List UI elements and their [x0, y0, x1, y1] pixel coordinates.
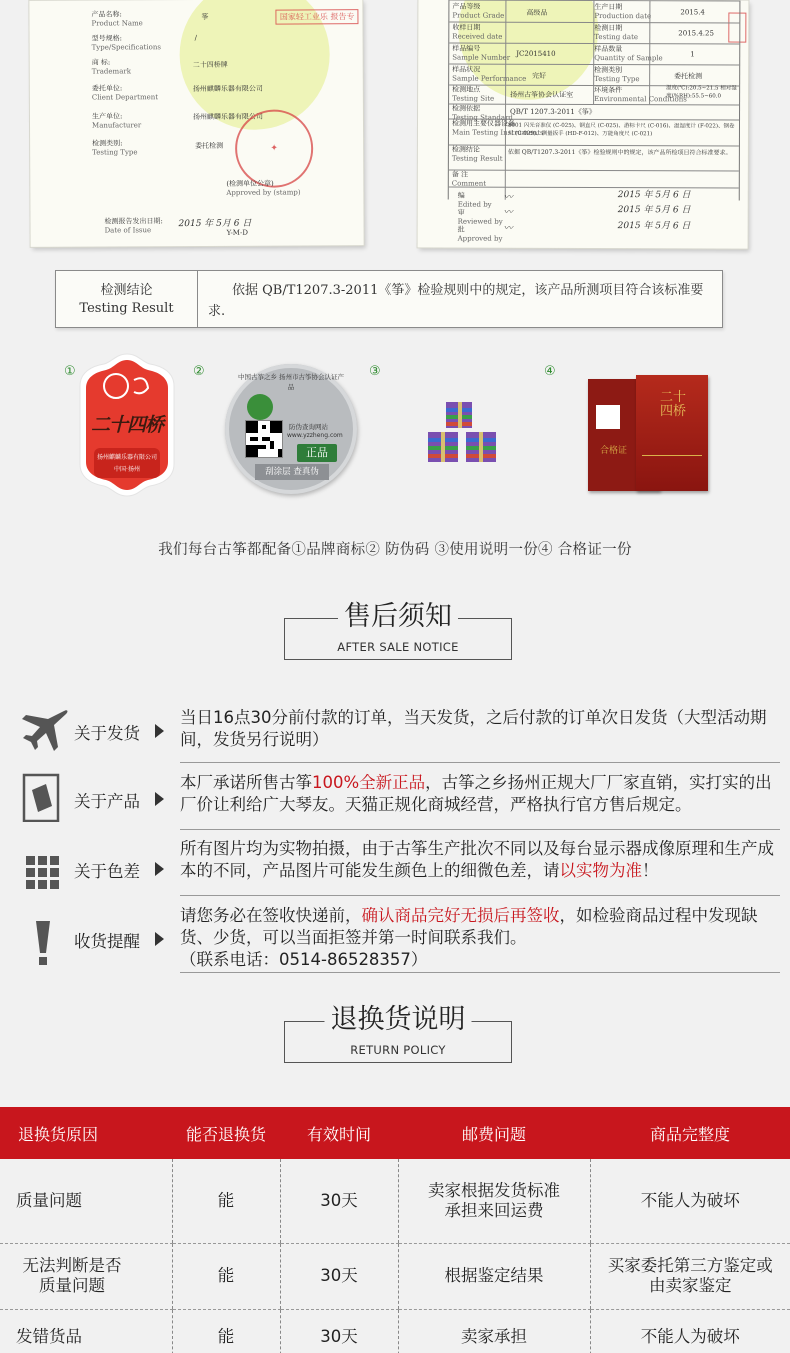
cert-row: 委托单位: Client Department	[91, 84, 159, 102]
cell-postage: 卖家承担	[398, 1309, 590, 1353]
conclusion-text: 依据 QB/T1207.3-2011《筝》检验规则中的规定，该产品所测项目符合该标准要求.	[208, 283, 704, 319]
qr-code-icon	[245, 420, 283, 458]
cert-value: 筝	[201, 12, 209, 21]
table-row	[0, 1309, 790, 1353]
return-policy-title: 退换货说明	[325, 1000, 472, 1040]
testing-conclusion-box	[55, 270, 723, 328]
certificate-right-scan: 产品等级 Product Grade 高级品 生产日期 Production date 2015.4 收样日期 Received date 检测日期 Testing date 2015.4.25 样品编号 Sample Number JC2015410 样品数量 Quantity of Sample 1 样品状况 Sample Performance 完好 检测类别 Testing Type 委托检测 检测地点 Testing Site 扬州古筝协会认证室 环境条件 Environmental Conditions 温度(℃):20.5~21.5 相对湿度(%RH):55.5~60.0 检测依据 Testing Standard QB/T 1207.3-2011《筝》 检测用主要仪器设备 Main Testing Instruments 8001 闪光音准仪 (C-025)、钢直尺 (C-025)、游标卡尺 (C-016)、温湿度计 (F-022)、钢卷尺 (C-029)、测量扳手 (HD-F-012)、万能角度尺 (C-021) 检测结论 Testing Result 依据 QB/T1207.3-2011《筝》检验规则中的规定，该产品所检项目符合标准要求。 备 注 Comment 编 Edited by 审 Reviewed by 批 Approved by 〰 〰 〰 2015 年 5月 6 日 2015 年 5月 6 日 2015 年 5月 6 日	[418, 0, 749, 249]
after-sale-heading	[284, 601, 512, 660]
issue-date: 2015 年 5月 6 日	[178, 218, 252, 230]
airplane-icon	[20, 707, 70, 757]
cell-postage: 卖家根据发货标准承担来回运费	[398, 1159, 590, 1243]
column-header: 退换货原因	[0, 1107, 172, 1159]
contact-phone: （联系电话：0514-86528357）	[180, 950, 428, 969]
cell-reason: 无法判断是否质量问题	[0, 1243, 172, 1309]
cell-integrity: 不能人为破坏	[590, 1159, 790, 1243]
sign-date: 2015 年 5月 6 日	[617, 221, 691, 232]
handwritten-signature: 〰	[503, 207, 513, 218]
cert-value: 扬州麒麟乐器有限公司	[192, 84, 263, 94]
booklet-subtitle: 合格证	[600, 446, 628, 456]
cert-value: /	[194, 33, 197, 43]
column-header: 商品完整度	[590, 1107, 790, 1159]
notice-text: 请您务必在签收快递前，确认商品完好无损后再签收，如检验商品过程中发现缺货、少货，可以当面拒签并第一时间联系我们。 （联系电话：0514-86528357）	[180, 906, 758, 969]
notice-label: 关于产品	[74, 792, 140, 811]
notice-product	[20, 772, 780, 832]
genuine-tag: 正品	[297, 444, 337, 462]
stamp-caption: (检测单位公章) Approved by (stamp)	[226, 179, 301, 197]
table-row	[0, 1159, 790, 1243]
badge-brand-name: 二十四桥	[90, 414, 163, 436]
issue-date-format: Y-M-D	[226, 228, 248, 237]
handwritten-signature: 〰	[503, 192, 513, 203]
notice-text: 本厂承诺所售古筝100%全新正品，古筝之乡扬州正规大厂厂家直销，实打实的出厂价让利给广大琴友。天猫正规化商城经营，严格执行官方售后规定。	[180, 773, 772, 814]
cell-can-return: 能	[172, 1309, 280, 1353]
cert-value: 委托检测	[195, 141, 224, 151]
column-header: 能否退换货	[172, 1107, 280, 1159]
column-header: 邮费问题	[398, 1107, 590, 1159]
notice-text: 当日16点30分前付款的订单，当天发货，之后付款的订单次日发货（大型活动期间，发货另行说明）	[180, 708, 767, 749]
notice-shipping	[20, 705, 780, 765]
return-policy-table	[0, 1107, 790, 1353]
divider	[180, 895, 780, 896]
cell-reason: 质量问题	[0, 1159, 172, 1243]
anti-counterfeit-sticker	[225, 364, 357, 494]
sticker-ring-text: 中国古筝之乡 扬州市古筝协会认证产品	[237, 373, 345, 391]
scratch-layer: 刮涂层 查真伪	[255, 464, 329, 480]
cell-valid-time: 30天	[280, 1309, 398, 1353]
qr-code-icon	[596, 405, 620, 429]
divider	[180, 829, 780, 830]
brand-trademark-badge	[76, 352, 178, 498]
sticker-site-label: 防伪查询网站	[289, 423, 328, 431]
handwritten-signature: 〰	[503, 223, 513, 234]
divider	[180, 972, 780, 973]
report-stamp-box: 国家轻工业乐 报告专	[276, 9, 359, 24]
badge-company: 扬州麒麟乐器有限公司	[96, 454, 157, 461]
sticker-site-url: www.yzzheng.com	[287, 432, 343, 439]
notice-label: 关于发货	[74, 724, 140, 743]
association-logo-icon	[247, 394, 273, 420]
cell-integrity: 买家委托第三方鉴定或由卖家鉴定	[590, 1243, 790, 1309]
divider	[180, 762, 780, 763]
cert-row: 生产单位: Manufacturer	[91, 112, 142, 130]
notice-receipt-reminder	[20, 905, 780, 975]
red-seal-stamp: ✦	[235, 109, 313, 187]
chevron-right-icon	[155, 792, 164, 806]
table-header-row	[0, 1107, 790, 1159]
notice-label: 关于色差	[74, 862, 140, 881]
issue-date-label: 检测报告发出日期: Date of Issue	[104, 217, 163, 235]
instruction-manual-icon	[428, 398, 500, 468]
certificate-left-scan	[29, 0, 363, 247]
notice-label: 收货提醒	[74, 932, 140, 951]
accessories-caption: 我们每台古筝都配备①品牌商标② 防伪码 ③使用说明一份④ 合格证一份	[158, 542, 632, 558]
cert-value: 扬州麒麟乐器有限公司	[192, 112, 263, 122]
exclamation-icon	[20, 919, 70, 969]
booklet-title: 二十四桥	[659, 390, 686, 419]
cell-postage: 根据鉴定结果	[398, 1243, 590, 1309]
chevron-right-icon	[155, 862, 164, 876]
cell-can-return: 能	[172, 1159, 280, 1243]
notice-text: 所有图片均为实物拍摄，由于古筝生产批次不同以及每台显示器成像原理和生产成本的不同，产品图片可能发生颜色上的细微色差，请以实物为准！	[180, 839, 774, 880]
return-policy-subtitle: RETURN POLICY	[350, 1043, 446, 1057]
sign-date: 2015 年 5月 6 日	[617, 205, 691, 216]
cert-row: 型号规格: Type/Specifications	[91, 34, 161, 52]
product-box-icon	[20, 772, 70, 822]
cert-value: 二十四桥牌	[192, 60, 228, 70]
certificate-booklet	[588, 375, 708, 493]
after-sale-subtitle: AFTER SALE NOTICE	[337, 640, 459, 654]
accessory-number-1: ①	[64, 364, 76, 379]
cell-reason: 发错货品	[0, 1309, 172, 1353]
booklet-front-cover	[636, 375, 708, 491]
cert-row: 商 标: Trademark	[91, 58, 131, 76]
grid-squares-icon	[20, 852, 70, 902]
after-sale-title: 售后须知	[338, 597, 458, 637]
chevron-right-icon	[155, 932, 164, 946]
notice-color-difference	[20, 838, 780, 898]
cell-integrity: 不能人为破坏	[590, 1309, 790, 1353]
chevron-right-icon	[155, 724, 164, 738]
accessory-number-4: ④	[544, 364, 556, 379]
cell-valid-time: 30天	[280, 1243, 398, 1309]
cell-valid-time: 30天	[280, 1159, 398, 1243]
conclusion-label: 检测结论 Testing Result	[56, 271, 198, 327]
cell-can-return: 能	[172, 1243, 280, 1309]
accessory-number-3: ③	[369, 364, 381, 379]
accessory-number-2: ②	[193, 364, 205, 379]
table-row	[0, 1243, 790, 1309]
sign-date: 2015 年 5月 6 日	[617, 190, 691, 201]
cert-row: 产品名称: Product Name	[91, 10, 143, 28]
badge-place: 中国·扬州	[114, 466, 140, 473]
return-policy-heading	[284, 1004, 512, 1063]
cert-row: 检测类别: Testing Type	[92, 139, 138, 157]
column-header: 有效时间	[280, 1107, 398, 1159]
